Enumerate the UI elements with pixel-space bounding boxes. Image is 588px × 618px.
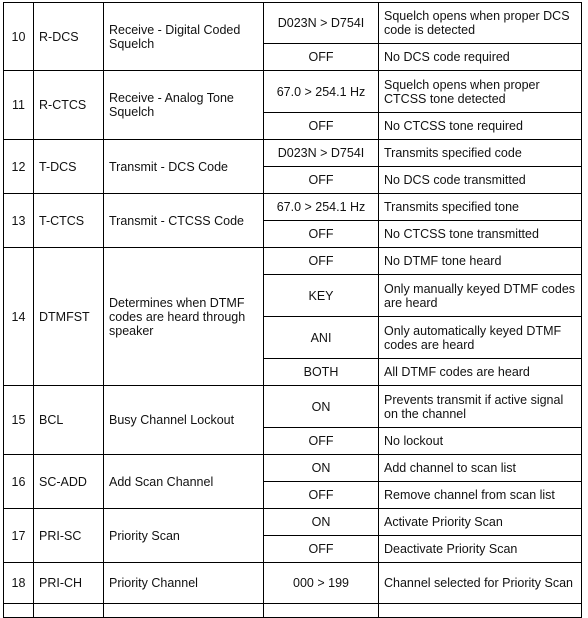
menu-function: Receive - Analog Tone Squelch bbox=[104, 71, 264, 140]
option-value: OFF bbox=[264, 482, 379, 509]
menu-function: Transmit - CTCSS Code bbox=[104, 194, 264, 248]
menu-function: Receive - Digital Coded Squelch bbox=[104, 3, 264, 71]
menu-number: 14 bbox=[4, 248, 34, 386]
menu-name: DTMFST bbox=[34, 248, 104, 386]
option-value: OFF bbox=[264, 428, 379, 455]
option-description: Remove channel from scan list bbox=[379, 482, 582, 509]
option-description: Prevents transmit if active signal on the channel bbox=[379, 386, 582, 428]
menu-number: 18 bbox=[4, 563, 34, 604]
option-description: No DTMF tone heard bbox=[379, 248, 582, 275]
option-value: 67.0 > 254.1 Hz bbox=[264, 194, 379, 221]
table-row bbox=[4, 563, 582, 604]
option-value: OFF bbox=[264, 248, 379, 275]
option-description: No CTCSS tone required bbox=[379, 113, 582, 140]
option-value: BOTH bbox=[264, 359, 379, 386]
option-value: ON bbox=[264, 386, 379, 428]
option-description: Channel selected for Priority Scan bbox=[379, 563, 582, 604]
option-description: Only automatically keyed DTMF codes are heard bbox=[379, 317, 582, 359]
option-description: Deactivate Priority Scan bbox=[379, 536, 582, 563]
option-description: Add channel to scan list bbox=[379, 455, 582, 482]
option-value: 000 > 199 bbox=[264, 563, 379, 604]
table-row bbox=[4, 71, 582, 113]
option-value: OFF bbox=[264, 113, 379, 140]
table-row bbox=[4, 140, 582, 167]
option-value: ANI bbox=[264, 317, 379, 359]
menu-number: 17 bbox=[4, 509, 34, 563]
menu-name: R-DCS bbox=[34, 3, 104, 71]
menu-function: Add Scan Channel bbox=[104, 455, 264, 509]
option-description: All DTMF codes are heard bbox=[379, 359, 582, 386]
option-description: No DCS code required bbox=[379, 44, 582, 71]
option-value: D023N > D754I bbox=[264, 3, 379, 44]
menu-name: T-DCS bbox=[34, 140, 104, 194]
menu-number: 13 bbox=[4, 194, 34, 248]
menu-function: Priority Channel bbox=[104, 563, 264, 604]
option-value: OFF bbox=[264, 221, 379, 248]
table-row bbox=[4, 386, 582, 428]
table-row bbox=[4, 455, 582, 482]
option-description: No CTCSS tone transmitted bbox=[379, 221, 582, 248]
option-value: 67.0 > 254.1 Hz bbox=[264, 71, 379, 113]
table-row-cutoff bbox=[4, 604, 582, 618]
option-description: No lockout bbox=[379, 428, 582, 455]
menu-name: BCL bbox=[34, 386, 104, 455]
option-description: No DCS code transmitted bbox=[379, 167, 582, 194]
table-row bbox=[4, 3, 582, 44]
table-row bbox=[4, 194, 582, 221]
option-description: Squelch opens when proper CTCSS tone detected bbox=[379, 71, 582, 113]
option-description: Transmits specified tone bbox=[379, 194, 582, 221]
menu-number: 16 bbox=[4, 455, 34, 509]
option-value: OFF bbox=[264, 44, 379, 71]
menu-name: PRI-CH bbox=[34, 563, 104, 604]
menu-settings-table bbox=[3, 2, 582, 618]
menu-name: SC-ADD bbox=[34, 455, 104, 509]
menu-number: 15 bbox=[4, 386, 34, 455]
option-value: KEY bbox=[264, 275, 379, 317]
option-value: ON bbox=[264, 509, 379, 536]
menu-number: 12 bbox=[4, 140, 34, 194]
option-description: Transmits specified code bbox=[379, 140, 582, 167]
menu-name: T-CTCS bbox=[34, 194, 104, 248]
menu-name: PRI-SC bbox=[34, 509, 104, 563]
table-row bbox=[4, 509, 582, 536]
option-value: OFF bbox=[264, 536, 379, 563]
menu-function: Priority Scan bbox=[104, 509, 264, 563]
menu-function: Busy Channel Lockout bbox=[104, 386, 264, 455]
menu-function: Transmit - DCS Code bbox=[104, 140, 264, 194]
option-description: Activate Priority Scan bbox=[379, 509, 582, 536]
option-value: ON bbox=[264, 455, 379, 482]
option-value: D023N > D754I bbox=[264, 140, 379, 167]
option-description: Only manually keyed DTMF codes are heard bbox=[379, 275, 582, 317]
menu-function: Determines when DTMF codes are heard through speaker bbox=[104, 248, 264, 386]
menu-name: R-CTCS bbox=[34, 71, 104, 140]
option-description: Squelch opens when proper DCS code is detected bbox=[379, 3, 582, 44]
menu-number: 10 bbox=[4, 3, 34, 71]
menu-number: 11 bbox=[4, 71, 34, 140]
table-row bbox=[4, 248, 582, 275]
option-value: OFF bbox=[264, 167, 379, 194]
